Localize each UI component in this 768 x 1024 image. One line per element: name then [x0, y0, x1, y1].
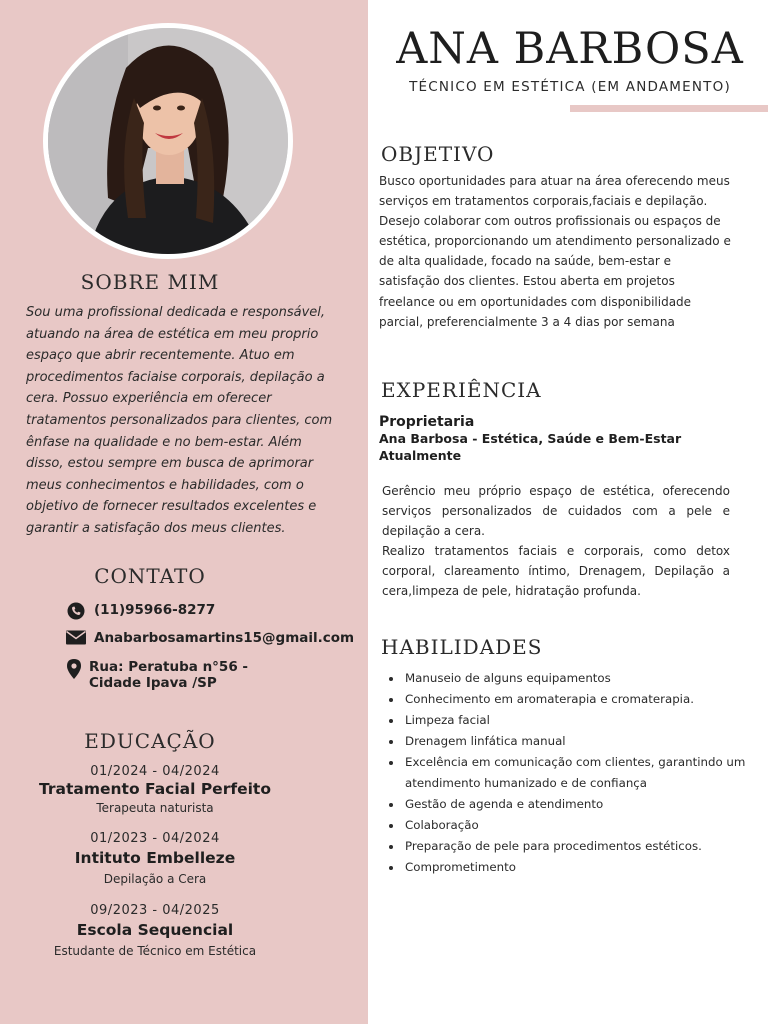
skill-item: • Comprometimento	[403, 857, 763, 878]
education-item	[0, 764, 310, 815]
experience-company: Ana Barbosa - Estética, Saúde e Bem-Estar	[379, 431, 682, 446]
education-title: Escola Sequencial	[76, 921, 234, 939]
experience-role: Proprietaria	[379, 414, 475, 430]
experience-description	[382, 481, 730, 601]
contact-email[interactable]	[66, 630, 354, 649]
objective-text: Busco oportunidades para atuar na área oferecendo meus serviços em tratamentos corporais,faciais e depilação. Desejo colaborar com outros profissionais ou espaços de estética, proporcionando um atendimento personalizado e de alta qualidade, focado na saúde, bem-estar e satisfação dos clientes. Estou aberta em projetos freelance ou em oportunidades com disponibilidade parcial, preferencialmente 3 a 4 dias por semana	[379, 174, 731, 329]
experience-item	[379, 414, 739, 464]
skill-item: • Drenagem linfática manual	[403, 731, 763, 752]
experience-description-1: Gerêncio meu próprio espaço de estética, oferecendo serviços personalizados de cuidados com a pele e depilação a cera.	[382, 484, 730, 538]
skills-heading: HABILIDADES	[381, 635, 543, 659]
contact-phone[interactable]	[66, 602, 215, 624]
education-date: 01/2024 - 04/2024	[90, 764, 220, 779]
skills-list	[385, 668, 763, 878]
address-line-2: Cidade Ipava /SP	[89, 675, 217, 691]
about-heading: SOBRE MIM	[80, 270, 220, 294]
profile-photo	[48, 28, 288, 254]
candidate-role: TÉCNICO EM ESTÉTICA (EM ANDAMENTO)	[409, 79, 731, 95]
skill-item: • Conhecimento em aromaterapia e cromaterapia.	[403, 689, 763, 710]
education-title: Tratamento Facial Perfeito	[39, 780, 271, 798]
about-text: Sou uma profissional dedicada e responsável, atuando na área de estética em meu proprio espaço que abrir recentemente. Atuo em procedimentos faciaise corporais, depilação a cera. Possuo experiência em oferecer tratamentos personalizados para clientes, com ênfase na qualidade e no bem-estar. Além disso, estou sempre em busca de aprimorar meus conhecimentos e habilidades, com o objetivo de fornecer resultados excelentes e garantir a satisfação dos meus clientes.	[26, 305, 333, 536]
experience-heading: EXPERIÊNCIA	[381, 378, 542, 402]
phone-icon	[66, 602, 86, 624]
skill-item: • Manuseio de alguns equipamentos	[403, 668, 763, 689]
skill-item: • Excelência em comunicação com clientes, garantindo um atendimento humanizado e de confiança	[403, 752, 763, 794]
education-subtitle: Estudante de Técnico em Estética	[53, 944, 257, 958]
phone-number: (11)95966-8277	[94, 602, 216, 618]
education-date: 01/2023 - 04/2024	[90, 831, 220, 846]
accent-bar	[570, 105, 768, 112]
skill-item: • Gestão de agenda e atendimento	[403, 794, 763, 815]
education-heading: EDUCAÇÃO	[84, 729, 216, 753]
education-item	[0, 903, 310, 958]
skill-item: • Colaboração	[403, 815, 763, 836]
experience-description-2: Realizo tratamentos faciais e corporais, como detox corporal, clareamento íntimo, Drenagem, Depilação a cera,limpeza de pele, hidratação profunda.	[382, 544, 730, 598]
education-subtitle: Depilação a Cera	[103, 872, 207, 886]
location-pin-icon	[66, 659, 82, 683]
contact-heading: CONTATO	[94, 564, 206, 588]
contact-address	[66, 659, 248, 691]
education-title: Intituto Embelleze	[74, 849, 236, 867]
address-line-1: Rua: Peratuba n°56 -	[89, 659, 249, 675]
skill-item: • Limpeza facial	[403, 710, 763, 731]
education-date: 09/2023 - 04/2025	[90, 903, 220, 918]
education-subtitle: Terapeuta naturista	[96, 801, 214, 815]
candidate-name: ANA BARBOSA	[396, 24, 744, 74]
mail-icon	[66, 630, 86, 649]
objective-heading: OBJETIVO	[381, 142, 495, 166]
experience-period: Atualmente	[379, 448, 462, 463]
email-address: Anabarbosamartins15@gmail.com	[94, 630, 355, 646]
skill-item: • Preparação de pele para procedimentos estéticos.	[403, 836, 763, 857]
education-item	[0, 831, 310, 886]
